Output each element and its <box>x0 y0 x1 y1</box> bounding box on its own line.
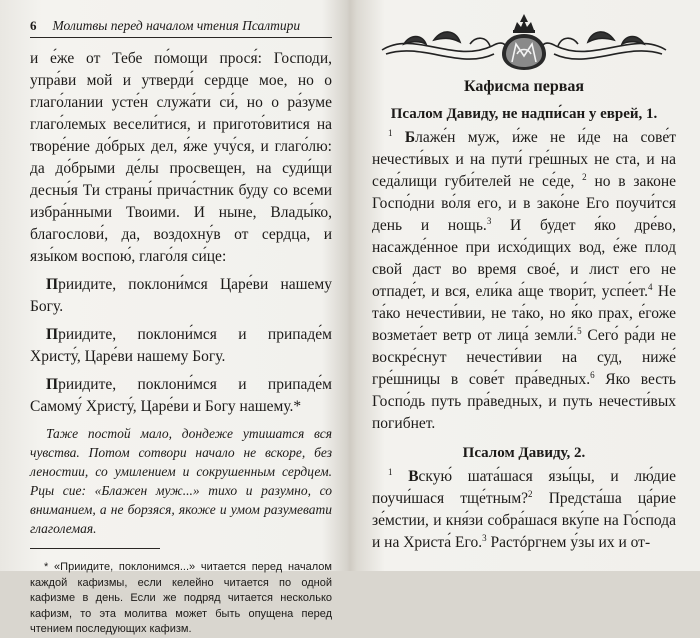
page-number: 6 <box>30 18 37 33</box>
verse-text: но в законе Госпо́дни во́ля его, и в зако́не Его поучи́тся день и нощь. <box>372 173 676 234</box>
verse-number: 2 <box>582 171 587 182</box>
psalm-1-text <box>372 127 676 435</box>
footnote: * «Приидите, поклонимся...» читается перед началом каждой кафизмы, если келейно читается по одной кафизме в день. Если же подряд читается несколько кафизм, то эта молитва может быть опущена перед чтением последующих кафизм. <box>30 561 332 635</box>
prayer-paragraph: и е́же от Тебе по́мощи прося́: Господи, упра́ви мой и утверди́ сердце мое, но о глаго́лании усте́н служа́ти си́, но о ра́зуме глаго́лемых весели́тися, и пригото́витися на творе́ние до́брых дел, я́же учу́ся, и глаго́лю: да до́брыми де́лы просвещен, на суди́щи десны́я Ти страны́ прича́стник буду со всеми избра́нными Твоими. И ныне, Влады́ко, благослови́, да, воздохну́в от сердца, и язы́ком воспою́, глаго́ля си́це: <box>30 50 332 265</box>
paragraph-initial: П <box>46 276 59 293</box>
paragraph-initial: П <box>46 376 59 393</box>
verse-text: И будет я́ко дре́во, насажде́нное при исхо́дищих вод, е́же плод свой даст во время своé, и лист его не отпаде́т, и вся, ели́ка а́ще твори́т, успе́ет. <box>372 217 677 300</box>
verse-number: 5 <box>577 325 582 336</box>
verse-text: Не та́ко нечести́вии, не та́ко, но я́ко прах, е́гоже возмета́ет ветр от лица́ земли́. <box>372 283 676 344</box>
verse-text: Растóргнем у́зы их и от- <box>490 534 651 551</box>
verse-number: 1 <box>388 466 393 477</box>
verse-number: 3 <box>486 215 492 226</box>
verse-text: лаже́н муж, и́же не и́де на сове́т нечести́вых и на пути́ гре́шных не ста, и на седа́лищи губи́телей не се́де, <box>372 129 676 190</box>
psalm-1-verses <box>372 127 676 435</box>
running-head <box>30 18 332 38</box>
verse-number: 1 <box>388 127 393 138</box>
paragraph-text: риидите, поклони́мся Царе́ви нашему Богу. <box>30 276 332 315</box>
left-page <box>0 0 346 635</box>
paragraph-text: риидите, поклони́мся и припаде́м Христу́, Царе́ви нашему Богу. <box>30 326 332 365</box>
left-body-text <box>30 48 332 418</box>
verse-number: 6 <box>590 369 595 380</box>
psalm-2-title: Псалом Давиду, 2. <box>462 445 586 461</box>
running-head-title: Молитвы перед началом чтения Псалтири <box>52 18 301 33</box>
right-page <box>354 0 700 571</box>
verse-text: Яко весть Госпо́дь путь пра́ведных, и путь нечести́вых погибнет. <box>372 371 676 432</box>
psalm-2-verses <box>372 466 676 554</box>
verse-number: 3 <box>482 532 487 543</box>
psalm-2-text <box>372 466 676 554</box>
paragraph-initial: П <box>46 326 59 343</box>
prayer-invocation-2 <box>30 324 332 368</box>
verse-number: 4 <box>647 281 653 292</box>
verse-text: скую́ шата́шася язы́цы, и лю́дие поучи́шася тще́тным? <box>372 468 677 507</box>
psalm-1-title: Псалом Давиду, не надпи́сан у еврей, 1. <box>390 106 658 122</box>
kafisma-title: Кафисма первая <box>463 78 585 95</box>
verse-number: 2 <box>528 488 533 499</box>
footnote-rule <box>30 548 160 549</box>
prayer-invocation-1 <box>30 274 332 318</box>
verse-initial: Б <box>404 129 416 146</box>
paragraph-text: риидите, поклони́мся и припаде́м Самому́ Христу́, Царе́ви и Богу нашему.* <box>30 376 332 415</box>
crown-monogram-headpiece-icon <box>374 10 674 72</box>
verse-initial: В <box>408 468 419 485</box>
verse-text: Предста́ша ца́рие зе́мстии, и кня́зи собра́шася вку́пе на Го́спода и на Христа́ Его. <box>372 490 676 551</box>
prayer-invocation-3 <box>30 374 332 418</box>
rubric-note: Таже постой мало, дондеже утишатся вся чувства. Потом сотвори начало не вскоре, без леностии, со умилением и сокрушенным сердцем. Рцы сие: «Блажен муж...» тихо и разумно, со вниманием, а не борзяся, якоже и умом разумевати глаголемая. <box>30 426 332 536</box>
verse-text: Сего́ ра́ди не воскре́снут нечести́вии на суд, ниже́ гре́шницы в сове́т пра́ведных. <box>372 327 676 388</box>
